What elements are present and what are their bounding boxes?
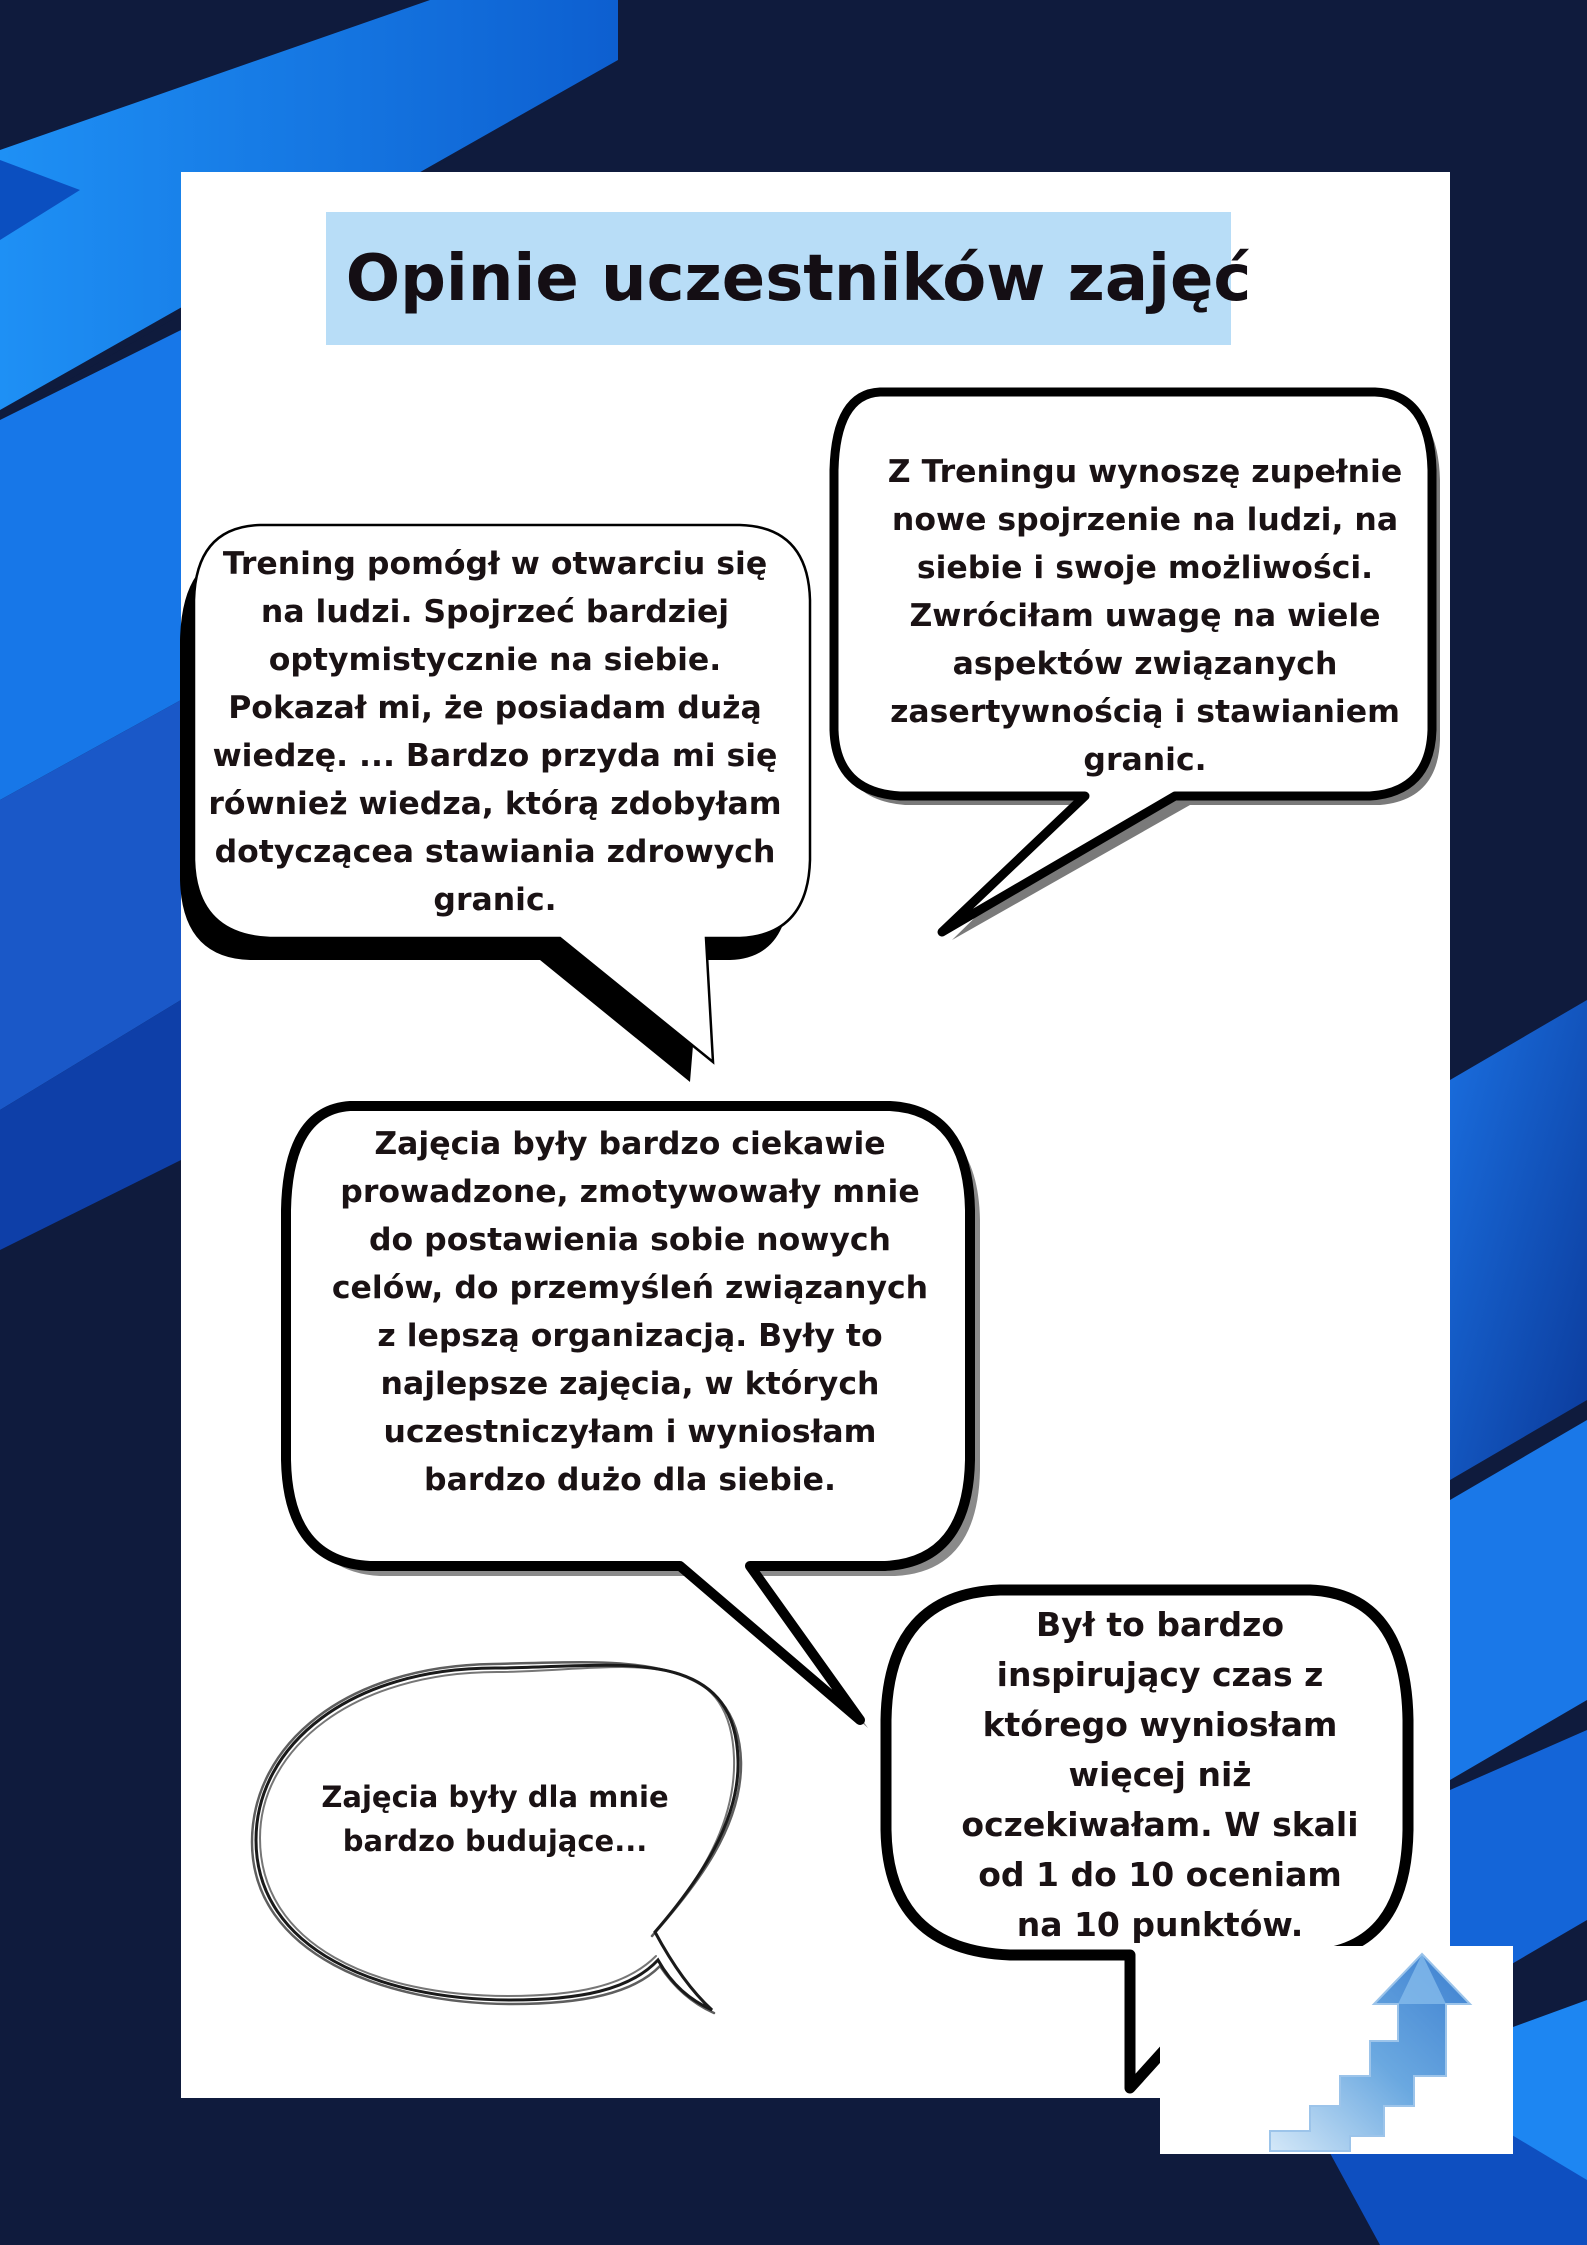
page-title: Opinie uczestników zajęć <box>345 241 1252 316</box>
quote-2-text: Z Treningu wynoszę zupełnie nowe spojrzenie na ludzi, na siebie i swoje możliwości. Zwróciłam uwagę na wiele aspektów związanych zasertywnością i stawianiem granic. <box>887 454 1403 778</box>
stairs-arrow-icon <box>1160 1946 1513 2154</box>
quote-5-text: Był to bardzo inspirujący czas z którego wyniosłam więcej niż oczekiwałam. W skali od 1 do 10 oceniam na 10 punktów. <box>961 1605 1359 1944</box>
quote-3-text: Zajęcia były bardzo ciekawie prowadzone, zmotywowały mnie do postawienia sobie nowych celów, do przemyśleń związanych z lepszą organizacją. Były to najlepsze zajęcia, w których uczestniczyłam i wyniosłam bardzo dużo dla siebie. <box>331 1126 929 1498</box>
quote-4-text: Zajęcia były dla mnie bardzo budujące... <box>321 1780 669 1858</box>
quote-1-text: Trening pomógł w otwarciu się na ludzi. Spojrzeć bardziej optymistycznie na siebie. Pokazał mi, że posiadam dużą wiedzę. ... Bardzo przyda mi się również wiedza, którą zdobyłam dotyczącea stawiania zdrowych granic. <box>208 546 782 918</box>
